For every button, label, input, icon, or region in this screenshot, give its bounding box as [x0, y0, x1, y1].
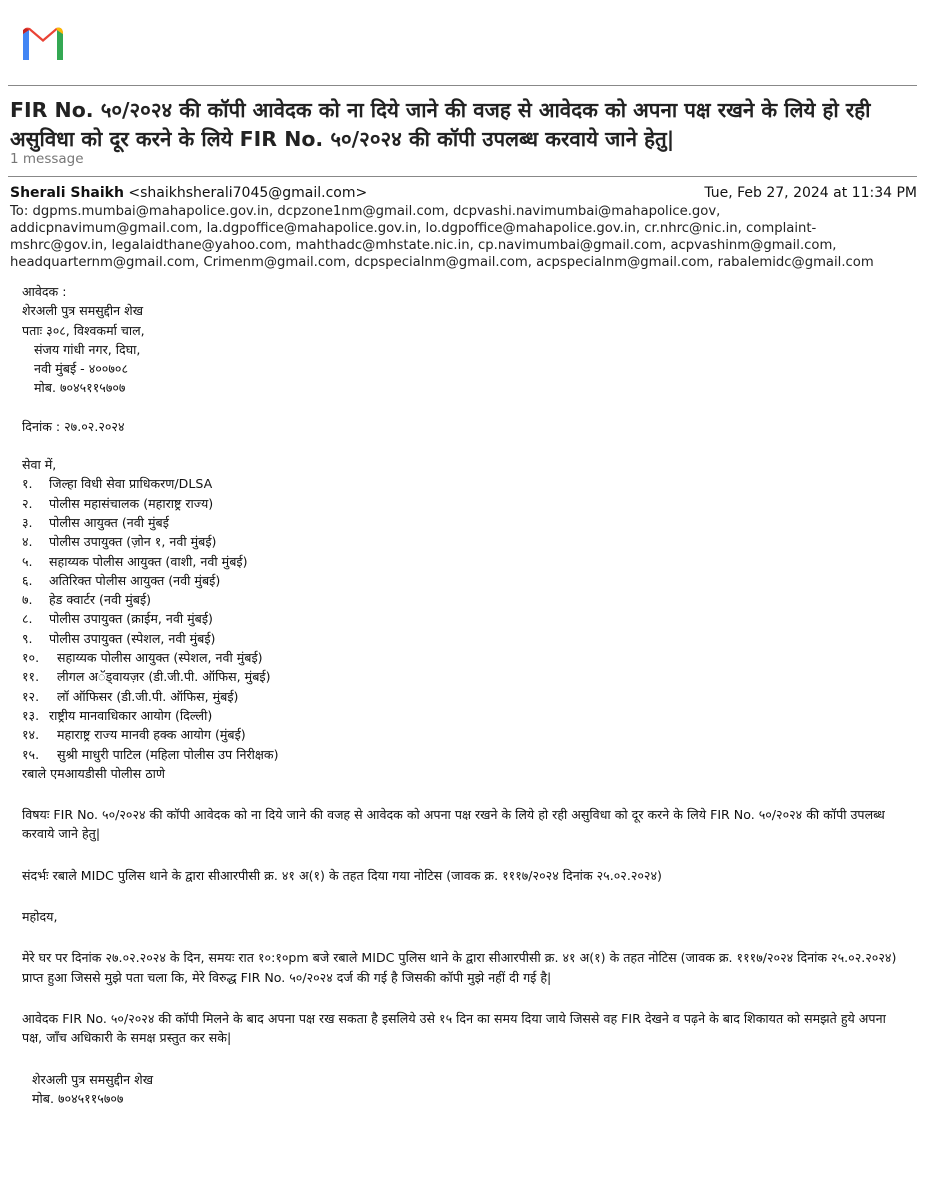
recipient-list	[22, 474, 902, 763]
list-number: ६.	[22, 572, 33, 588]
letter-reference: संदर्भः रबाले MIDC पुलिस थाने के द्वारा सीआरपीसी क्र. ४१ अ(१) के तहत दिया गया नोटिस (जावक क्र. १११७/२०२४ दिनांक २५.०२.२०२४)	[22, 867, 662, 883]
paragraph-1: मेरे घर पर दिनांक २७.०२.२०२४ के दिन, समयः रात १०:१०pm बजे रबाले MIDC पुलिस थाने के द्वारा सीआरपीसी क्र. ४१ अ(१) के तहत नोटिस (जावक क्र. १११७/२०२४ दिनांक २५.०२.२०२४) प्राप्त हुआ जिससे मुझे पता चला कि, मेरे विरुद्ध FIR No. ५०/२०२४ दर्ज की गई है जिसकी कॉपी मुझे नहीं दी गई है|	[22, 950, 897, 985]
list-text: लॉ ऑफिसर (डी.जी.पी. ऑफिस, मुंबई)	[57, 688, 239, 704]
list-text: पोलीस आयुक्त (नवी मुंबई	[49, 514, 169, 530]
signature-name: शेरअली पुत्र समसुद्दीन शेख	[32, 1071, 154, 1087]
list-text: राष्ट्रीय मानवाधिकार आयोग (दिल्ली)	[49, 707, 213, 723]
list-text: सुश्री माधुरी पाटिल (महिला पोलीस उप निरीक्षक)	[57, 746, 279, 762]
list-number: १४.	[22, 727, 40, 743]
list-item	[22, 474, 902, 493]
list-number: ४.	[22, 534, 33, 550]
subject-line-2: असुविधा को दूर करने के लिये FIR No. ५०/२०२४ की कॉपी उपलब्ध करवाये जाने हेतु|	[10, 127, 675, 151]
to-line: addicpnavimum@gmail.com, la.dgpoffice@mahapolice.gov.in, lo.dgpoffice@mahapolice.gov.in, cr.nhrc@nic.in, complaint-	[10, 221, 817, 236]
list-text: महाराष्ट्र राज्य मानवी हक्क आयोग (मुंबई)	[57, 727, 246, 743]
list-number: ११.	[22, 669, 40, 685]
list-text: लीगल अॅड्वायज़र (डी.जी.पी. ऑफिस, मुंबई)	[57, 669, 271, 685]
list-number: ९.	[22, 630, 33, 646]
paragraph-2: आवेदक FIR No. ५०/२०२४ की कॉपी मिलने के बाद अपना पक्ष रख सकता है इसलिये उसे १५ दिन का समय दिया जाये जिससे वह FIR देखने व पढ़ने के बाद शिकायत को समझते हुये अपना पक्ष, जाँच अधिकारी के समक्ष प्रस्तुत कर सके|	[22, 1010, 886, 1046]
list-text: पोलीस उपायुक्त (ज़ोन १, नवी मुंबई)	[49, 534, 217, 550]
list-item	[22, 648, 902, 667]
list-number: ८.	[22, 611, 33, 627]
list-number: ३.	[22, 514, 33, 530]
header-divider	[8, 85, 917, 86]
list-number: ५.	[22, 553, 33, 569]
list-item	[22, 590, 902, 609]
salutation: महोदय,	[22, 909, 58, 925]
to-line: To: dgpms.mumbai@mahapolice.gov.in, dcpzone1nm@gmail.com, dcpvashi.navimumbai@mahapolice.gov,	[10, 204, 721, 219]
applicant-name: शेरअली पुत्र समसुद्दीन शेख	[22, 303, 144, 319]
list-item	[22, 609, 902, 628]
list-number: १.	[22, 476, 33, 492]
list-number: १५.	[22, 746, 40, 762]
list-text: पोलीस उपायुक्त (स्पेशल, नवी मुंबई)	[49, 630, 216, 646]
list-item	[22, 687, 902, 706]
message-date: Tue, Feb 27, 2024 at 11:34 PM	[704, 185, 917, 201]
list-item	[22, 667, 902, 686]
message-count: 1 message	[10, 151, 84, 167]
to-heading: सेवा में,	[22, 457, 57, 473]
list-item	[22, 725, 902, 744]
list-item	[22, 571, 902, 590]
list-text: हेड क्वार्टर (नवी मुंबई)	[49, 592, 152, 608]
letter-date: दिनांक : २७.०२.२०२४	[22, 418, 125, 434]
address-line-1: पताः ३०८, विश्वकर्मा चाल,	[22, 322, 145, 338]
signature-mobile: मोब. ७०४५११५७०७	[32, 1090, 124, 1106]
sender-name: Sherali Shaikh	[10, 185, 124, 201]
list-number: १०.	[22, 650, 40, 666]
list-text: पोलीस उपायुक्त (क्राईम, नवी मुंबई)	[49, 611, 213, 627]
list-number: २.	[22, 495, 33, 511]
to-line: headquarternm@gmail.com, Crimenm@gmail.com, dcpspecialnm@gmail.com, acpspecialnm@gmail.com, rabalemidc@gmail.com	[10, 255, 874, 270]
list-text: अतिरिक्त पोलीस आयुक्त (नवी मुंबई)	[49, 572, 221, 588]
message-divider	[8, 176, 917, 177]
list-item	[22, 494, 902, 513]
applicant-mobile: मोब. ७०४५११५७०७	[34, 380, 126, 396]
letter-body	[22, 282, 902, 1108]
list-number: १२.	[22, 688, 40, 704]
to-line: mshrc@gov.in, legalaidthane@yahoo.com, mahthadc@mhstate.nic.in, cp.navimumbai@gmail.com, acpvashinm@gmail.com,	[10, 238, 837, 253]
gmail-logo-icon	[20, 24, 66, 60]
sender-email[interactable]: <shaikhsherali7045@gmail.com>	[128, 185, 368, 201]
list-text: पोलीस महासंचालक (महाराष्ट्र राज्य)	[49, 495, 214, 511]
address-line-3: नवी मुंबई - ४००७०८	[34, 361, 129, 377]
list-number: ७.	[22, 592, 33, 608]
list-item	[22, 706, 902, 725]
list-item	[22, 552, 902, 571]
recipients-to	[10, 203, 922, 271]
list-text: सहाय्यक पोलीस आयुक्त (वाशी, नवी मुंबई)	[49, 553, 248, 569]
list-item	[22, 513, 902, 532]
recipients-footer: रबाले एमआयडीसी पोलीस ठाणे	[22, 765, 166, 781]
list-item	[22, 629, 902, 648]
email-subject	[10, 96, 910, 154]
address-line-2: संजय गांधी नगर, दिघा,	[34, 341, 141, 357]
applicant-label: आवेदक :	[22, 284, 67, 299]
sender-line	[10, 185, 367, 201]
list-item	[22, 745, 902, 764]
list-text: जिल्हा विधी सेवा प्राधिकरण/DLSA	[49, 476, 213, 492]
letter-subject: विषयः FIR No. ५०/२०२४ की कॉपी आवेदक को ना दिये जाने की वजह से आवेदक को अपना पक्ष रखने के लिये हो रही असुविधा को दूर करने के लिये FIR No. ५०/२०२४ की कॉपी उपलब्ध करवाये जाने हेतु|	[22, 807, 885, 842]
list-number: १३.	[22, 707, 40, 723]
list-text: सहाय्यक पोलीस आयुक्त (स्पेशल, नवी मुंबई)	[57, 650, 263, 666]
list-item	[22, 532, 902, 551]
subject-line-1: FIR No. ५०/२०२४ की कॉपी आवेदक को ना दिये जाने की वजह से आवेदक को अपना पक्ष रखने के लिये हो रही	[10, 98, 871, 122]
